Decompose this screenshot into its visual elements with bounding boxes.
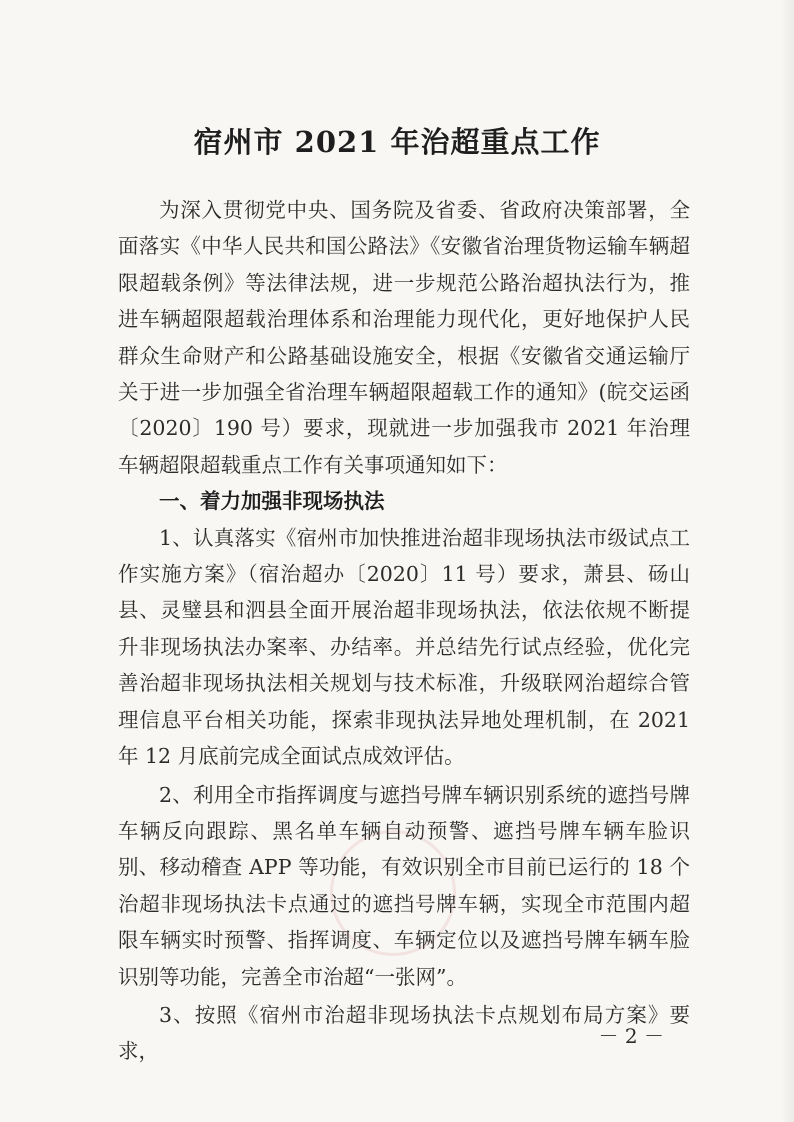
item-paragraph-2: 2、利用全市指挥调度与遮挡号牌车辆识别系统的遮挡号牌车辆反向跟踪、黑名单车辆自动预警、遮挡号牌车辆车脸识别、移动稽查 APP 等功能，有效识别全市目前已运行的 18 个治超非现场执法卡点通过的遮挡号牌车辆，实现全市范围内超限车辆实时预警、指挥调度、车辆定位以及遮挡号牌车辆车脸识别等功能，完善全市治超“一张网”。 (118, 782, 690, 989)
page-number-text: － 2 － (598, 1024, 664, 1048)
section-heading-1: 一、着力加强非现场执法 (159, 489, 385, 514)
item-paragraph-3: 3、按照《宿州市治超非现场执法卡点规划布局方案》要求， (118, 1002, 690, 1064)
item-paragraph-1: 1、认真落实《宿州市加快推进治超非现场执法市级试点工作实施方案》（宿治超办〔2020〕11 号）要求，萧县、砀山县、灵璧县和泗县全面开展治超非现场执法，依法依规不断提升非现场执法办案率、办结率。并总结先行试点经验，优化完善治超非现场执法相关规划与技术标准，升级联网治超综合管理信息平台相关功能，探索非现执法异地处理机制，在 2021 年 12 月底前完成全面试点成效评估。 (118, 525, 690, 769)
document-body (118, 192, 690, 1070)
page-edge-shadow (780, 0, 794, 1122)
intro-paragraph: 为深入贯彻党中央、国务院及省委、省政府决策部署，全面落实《中华人民共和国公路法》《安徽省治理货物运输车辆超限超载条例》等法律法规，进一步规范公路治超执法行为，推进车辆超限超载治理体系和治理能力现代化，更好地保护人民群众生命财产和公路基础设施安全，根据《安徽省交通运输厅关于进一步加强全省治理车辆超限超载工作的通知》(皖交运函〔2020〕190 号）要求，现就进一步加强我市 2021 年治理车辆超限超载重点工作有关事项通知如下： (118, 198, 690, 477)
document-title: 宿州市 2021 年治超重点工作 (193, 125, 601, 159)
